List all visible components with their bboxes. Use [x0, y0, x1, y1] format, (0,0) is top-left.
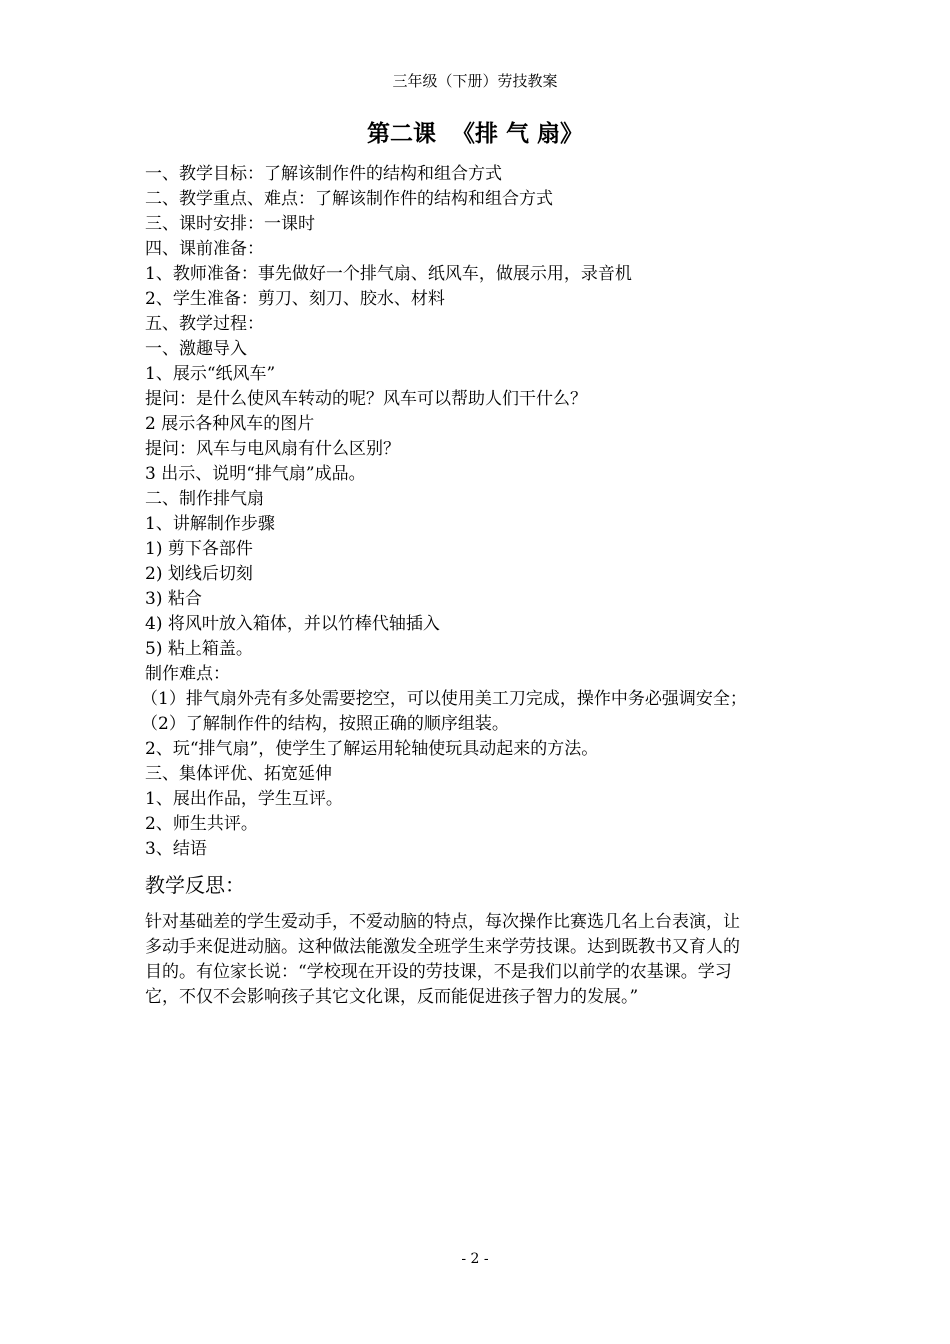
step-item: 4) 将风叶放入箱体，并以竹棒代轴插入	[145, 614, 440, 634]
objective-line: 一、教学目标：了解该制作件的结构和组合方式	[145, 164, 502, 184]
text-line: 提问：风车与电风扇有什么区别？	[145, 439, 400, 459]
process-heading: 五、教学过程：	[145, 314, 264, 334]
reflection-line: 多动手来促进动脑。这种做法能激发全班学生来学劳技课。达到既教书又育人的	[145, 937, 740, 957]
section-make-heading: 二、制作排气扇	[145, 489, 264, 509]
text-line: 3、结语	[145, 839, 207, 859]
reflection-line: 目的。有位家长说：“学校现在开设的劳技课，不是我们以前学的农基课。学习	[145, 962, 732, 982]
difficulty-item: （1）排气扇外壳有多处需要挖空，可以使用美工刀完成，操作中务必强调安全；	[141, 689, 747, 709]
lesson-title: 第二课 《排 气 扇》	[366, 121, 584, 147]
text-line: 2、玩“排气扇”，使学生了解运用轮轴使玩具动起来的方法。	[145, 739, 599, 759]
difficulty-heading: 制作难点：	[145, 664, 230, 684]
reflection-line: 针对基础差的学生爱动手，不爱动脑的特点，每次操作比赛选几名上台表演，让	[145, 912, 740, 932]
key-points-line: 二、教学重点、难点：了解该制作件的结构和组合方式	[145, 189, 553, 209]
section-evaluate-heading: 三、集体评优、拓宽延伸	[145, 764, 332, 784]
page-header: 三年级（下册）劳技教案	[392, 72, 558, 90]
text-line: 2 展示各种风车的图片	[145, 414, 315, 434]
lesson-plan-body	[141, 162, 815, 862]
schedule-line: 三、课时安排：一课时	[145, 214, 315, 234]
reflection-paragraph	[145, 910, 810, 1010]
step-item: 5) 粘上箱盖。	[145, 639, 253, 659]
teacher-prep-line: 1、教师准备：事先做好一个排气扇、纸风车，做展示用，录音机	[145, 264, 632, 284]
text-line: 1、展示“纸风车”	[145, 364, 276, 384]
preparation-heading: 四、课前准备：	[145, 239, 264, 259]
student-prep-line: 2、学生准备：剪刀、刻刀、胶水、材料	[145, 289, 445, 309]
step-item: 1) 剪下各部件	[145, 539, 253, 559]
reflection-line: 它，不仅不会影响孩子其它文化课，反而能促进孩子智力的发展。”	[145, 987, 639, 1007]
section-intro-heading: 一、激趣导入	[145, 339, 247, 359]
text-line: 1、展出作品，学生互评。	[145, 789, 343, 809]
step-item: 2) 划线后切刻	[145, 564, 253, 584]
text-line: 1、讲解制作步骤	[145, 514, 275, 534]
text-line: 3 出示、说明“排气扇”成品。	[145, 464, 366, 484]
text-line: 提问：是什么使风车转动的呢？风车可以帮助人们干什么？	[145, 389, 587, 409]
difficulty-item: （2）了解制作件的结构，按照正确的顺序组装。	[141, 714, 509, 734]
reflection-heading: 教学反思：	[145, 873, 245, 897]
text-line: 2、师生共评。	[145, 814, 258, 834]
page-number: - 2 -	[461, 1251, 489, 1267]
step-item: 3) 粘合	[145, 589, 202, 609]
